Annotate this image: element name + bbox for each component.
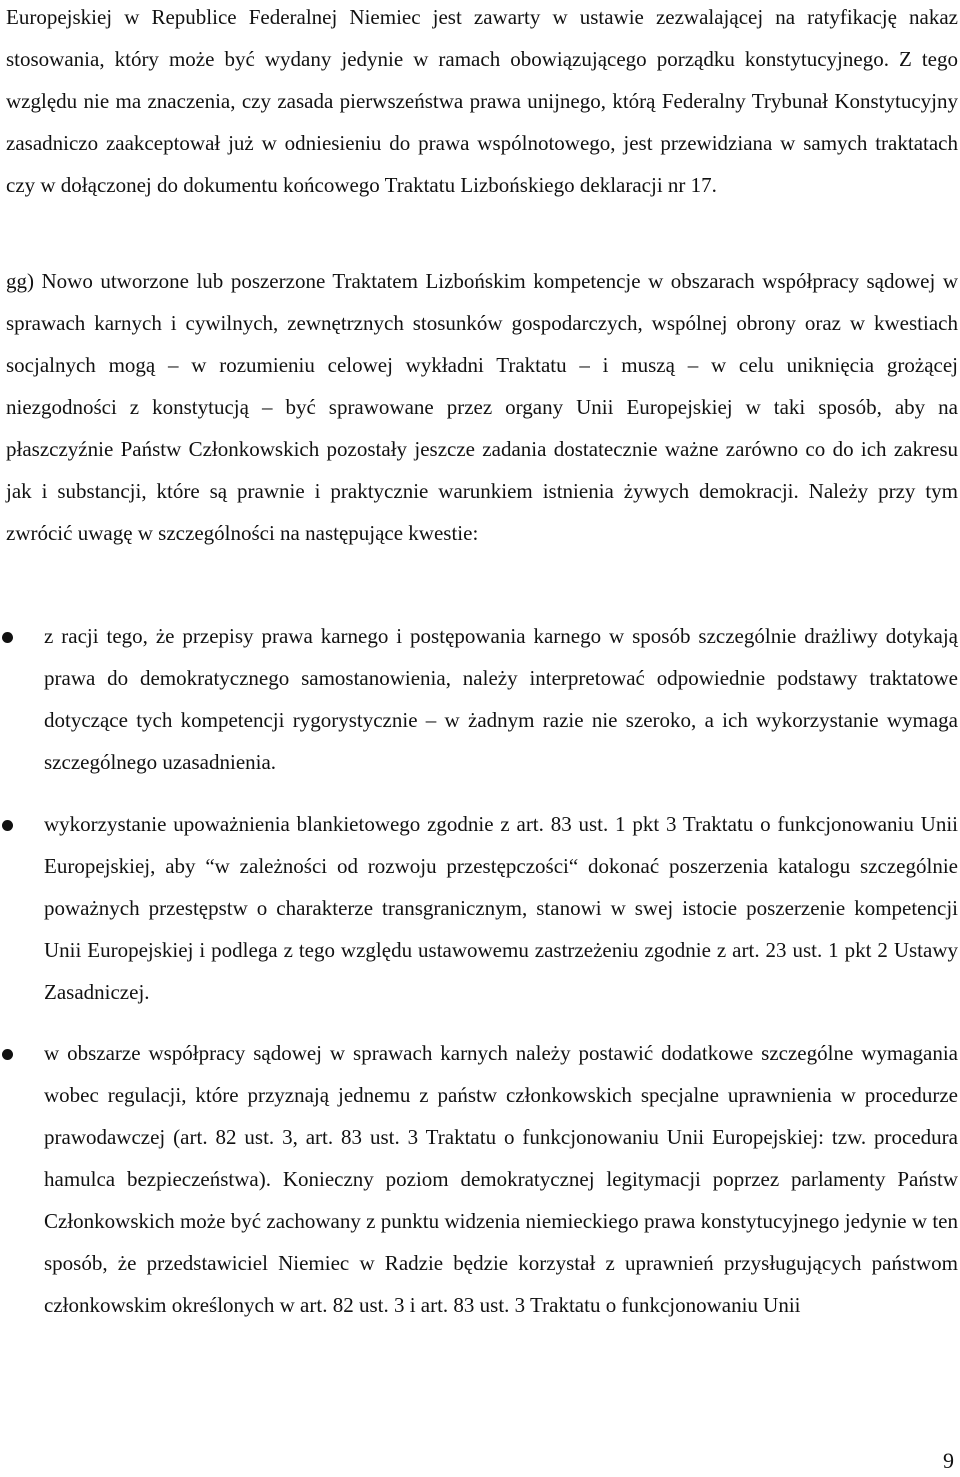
page-number: 9 bbox=[943, 1448, 954, 1473]
bullet-icon bbox=[2, 632, 13, 643]
paragraph-gg: gg) Nowo utworzone lub poszerzone Traktatem Lizbońskim kompetencje w obszarach współpracy sądowej w sprawach karnych i cywilnych, zewnętrznych stosunków gospodarczych, wspólnej obrony oraz w kwestiach socjalnych mogą – w rozumieniu celowej wykładni Traktatu – i muszą – w celu uniknięcia grożącej niezgodności z konstytucją – być sprawowane przez organy Unii Europejskiej w taki sposób, aby na płaszczyźnie Państw Członkowskich pozostały jeszcze zadania dostatecznie ważne zarówno co do ich zakresu jak i substancji, które są prawnie i praktycznie warunkiem istnienia żywych demokracji. Należy przy tym zwrócić uwagę w szczególności na następujące kwestie: bbox=[6, 269, 958, 545]
bullet-text: z racji tego, że przepisy prawa karnego i postępowania karnego w sposób szczególnie drażliwy dotykają prawa do demokratycznego samostanowienia, należy interpretować odpowiednie podstawy traktatowe dotyczące tych kompetencji rygorystycznie – w żadnym razie nie szeroko, a ich wykorzystanie wymaga szczególnego uzasadnienia. bbox=[44, 624, 958, 774]
bullet-icon bbox=[2, 820, 13, 831]
paragraph-continuation: Europejskiej w Republice Federalnej Niemiec jest zawarty w ustawie zezwalającej na ratyfikację nakaz stosowania, który może być wydany jedynie w ramach obowiązującego porządku konstytucyjnego. Z tego względu nie ma znaczenia, czy zasada pierwszeństwa prawa unijnego, którą Federalny Trybunał Konstytucyjny zasadniczo zaakceptował już w odniesieniu do prawa wspólnotowego, jest przewidziana w samych traktatach czy w dołączonej do dokumentu końcowego Traktatu Lizbońskiego deklaracji nr 17. bbox=[6, 5, 958, 197]
bullet-icon bbox=[2, 1049, 13, 1060]
bullet-text: w obszarze współpracy sądowej w sprawach karnych należy postawić dodatkowe szczególne wymagania wobec regulacji, które przyznają jednemu z państw członkowskich specjalne uprawnienia w procedurze prawodawczej (art. 82 ust. 3, art. 83 ust. 3 Traktatu o funkcjonowaniu Unii Europejskiej: tzw. procedura hamulca bezpieczeństwa). Konieczny poziom demokratycznej legitymacji poprzez parlamenty Państw Członkowskich może być zachowany z punktu widzenia niemieckiego prawa konstytucyjnego jedynie w ten sposób, że przedstawiciel Niemiec w Radzie będzie korzystał z uprawnień przysługujących państwom członkowskim określonych w art. 82 ust. 3 i art. 83 ust. 3 Traktatu o funkcjonowaniu Unii bbox=[44, 1041, 958, 1317]
bullet-text: wykorzystanie upoważnienia blankietowego zgodnie z art. 83 ust. 1 pkt 3 Traktatu o funkcjonowaniu Unii Europejskiej, aby “w zależności od rozwoju przestępczości“ dokonać poszerzenia katalogu szczególnie poważnych przestępstw o charakterze transgranicznym, stanowi w swej istocie poszerzenie kompetencji Unii Europejskiej i podlega z tego względu ustawowemu zastrzeżeniu zgodnie z art. 23 ust. 1 pkt 2 Ustawy Zasadniczej. bbox=[44, 812, 958, 1004]
